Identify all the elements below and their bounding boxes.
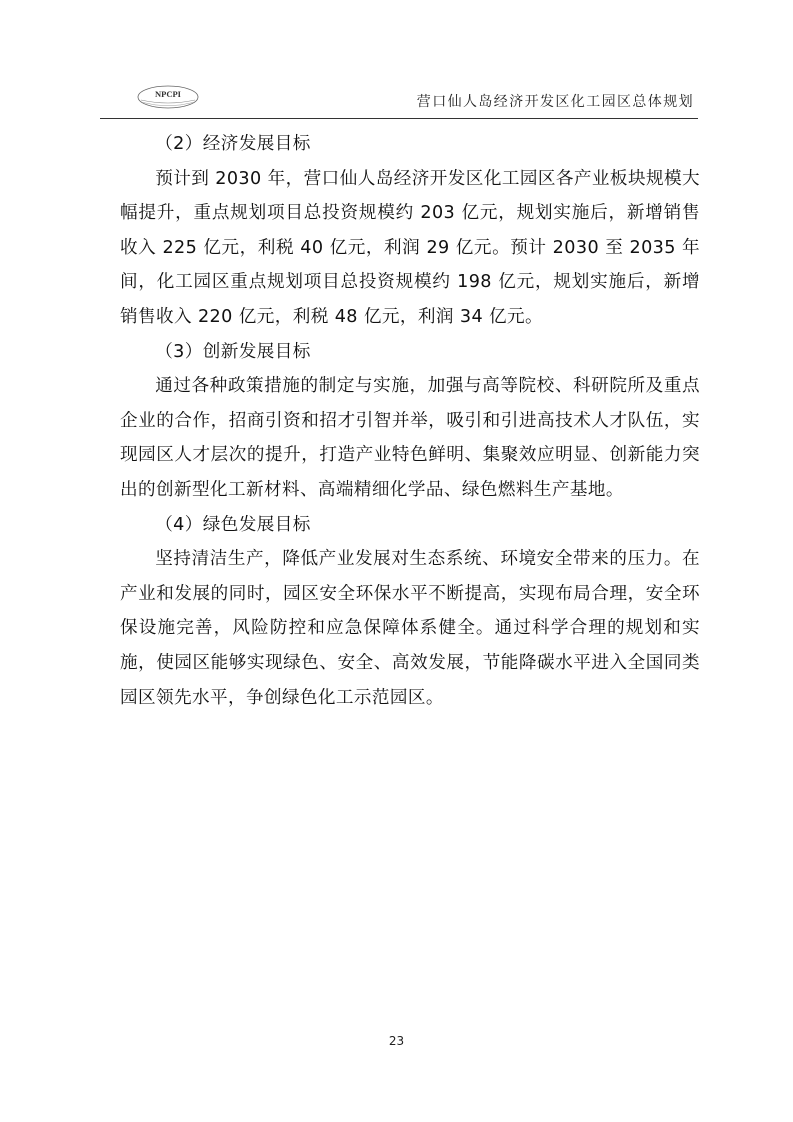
section-paragraph-innovation: 通过各种政策措施的制定与实施，加强与高等院校、科研院所及重点企业的合作，招商引资和招才引智并举，吸引和引进高技术人才队伍，实现园区人才层次的提升，打造产业特色鲜明、集聚效应明显、创新能力突出的创新型化工新材料、高端精细化学品、绿色燃料生产基地。 [120,376,700,500]
logo-text: NPCPI [155,89,181,99]
section-heading-green: （4）绿色发展目标 [155,514,311,535]
section-paragraph-economic: 预计到 2030 年，营口仙人岛经济开发区化工园区各产业板块规模大幅提升，重点规划项目总投资规模约 203 亿元，规划实施后，新增销售收入 225 亿元，利税 40 亿元，利润 29 亿元。预计 2030 至 2035 年间，化工园区重点规划项目总投资规模约 198 亿元，规划实施后，新增销售收入 220 亿元，利税 48 亿元，利润 34 亿元。 [120,168,700,327]
document-body [120,127,700,715]
page-number: 23 [388,1034,405,1048]
npcpi-logo [136,84,200,110]
header-title: 营口仙人岛经济开发区化工园区总体规划 [416,94,694,110]
section-heading-innovation: （3）创新发展目标 [155,341,311,362]
section-heading-economic: （2）经济发展目标 [155,134,311,154]
header-rule [100,118,698,119]
page-header [98,76,698,122]
section-paragraph-green: 坚持清洁生产，降低产业发展对生态系统、环境安全带来的压力。在产业和发展的同时，园区安全环保水平不断提高，实现布局合理，安全环保设施完善，风险防控和应急保障体系健全。通过科学合理的规划和实施，使园区能够实现绿色、安全、高效发展，节能降碳水平进入全国同类园区领先水平，争创绿色化工示范园区。 [120,549,700,708]
